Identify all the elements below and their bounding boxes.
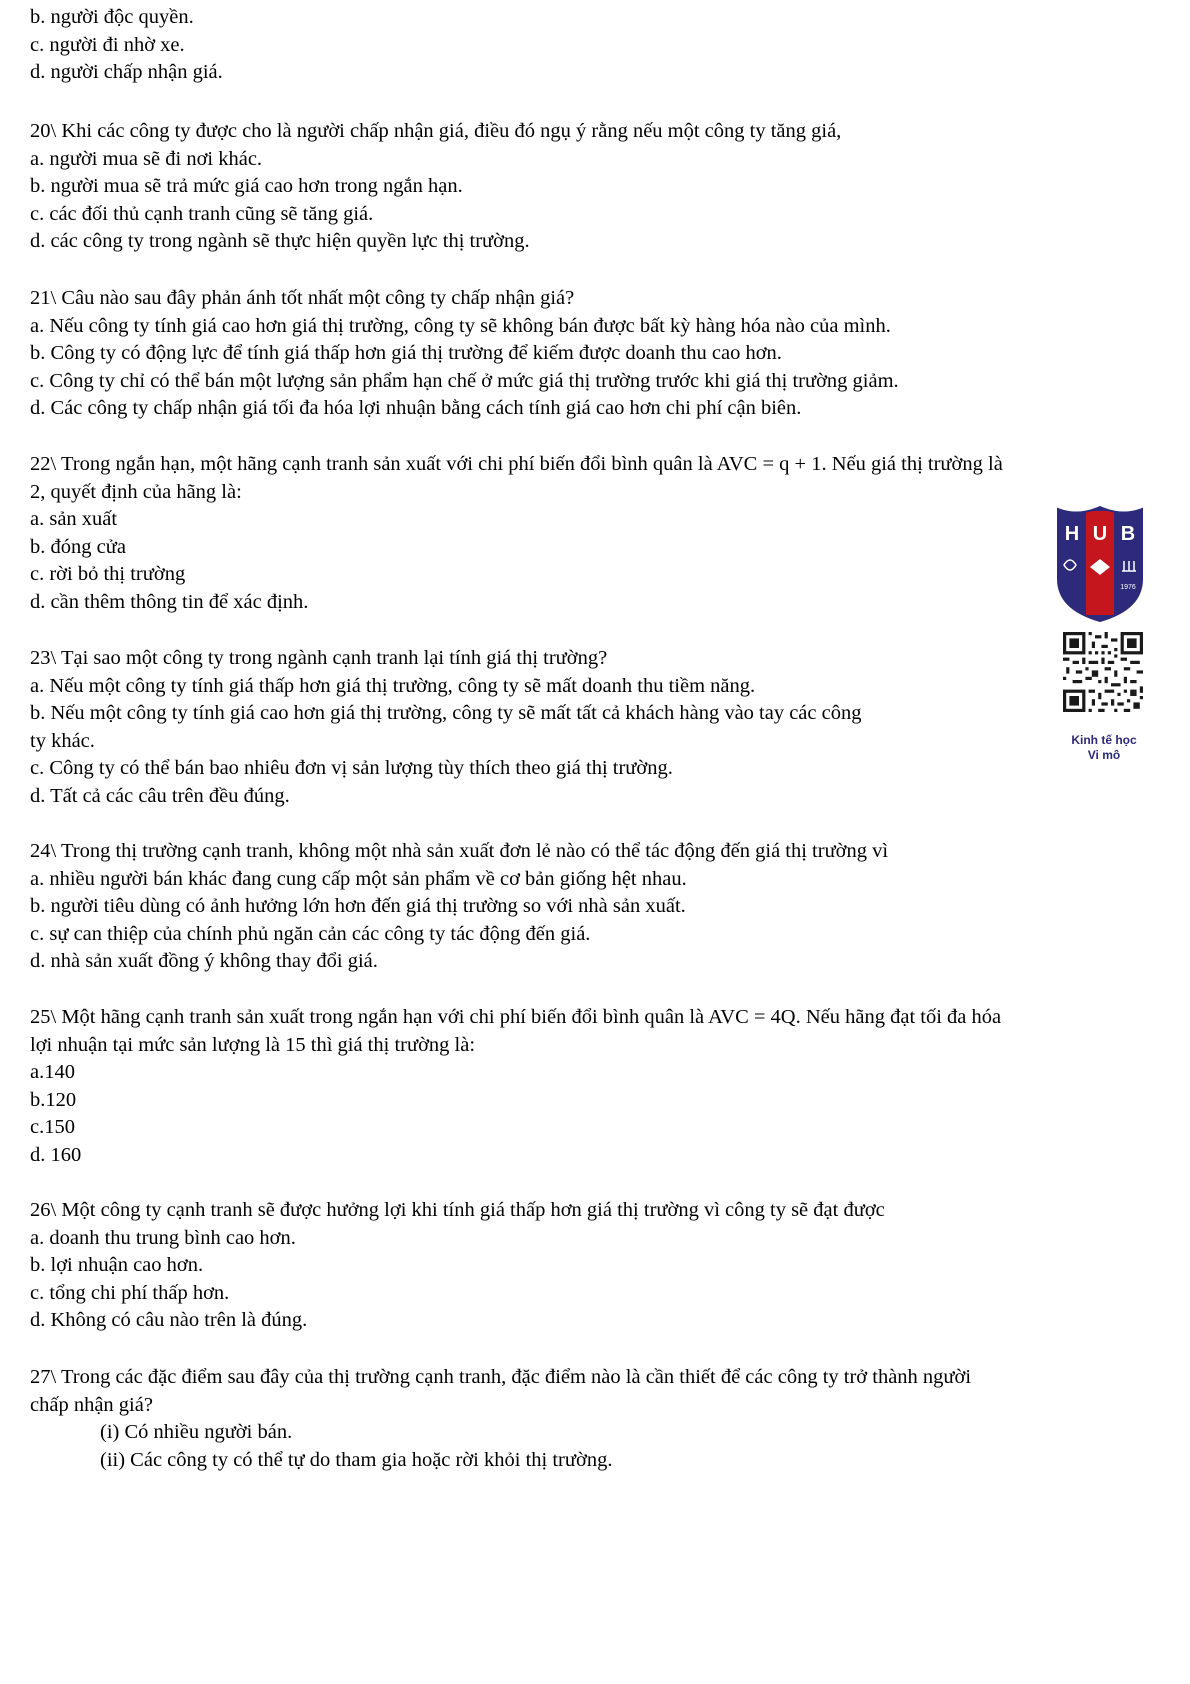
question-stem: 20\ Khi các công ty được cho là người chấp nhận giá, điều đó ngụ ý rằng nếu một công ty tăng giá,: [30, 120, 842, 142]
option-line: b.120: [30, 1088, 77, 1111]
question-26: [30, 1197, 1180, 1335]
option-line: d. các công ty trong ngành sẽ thực hiện quyền lực thị trường.: [30, 230, 530, 253]
option-line: b. người tiêu dùng có ảnh hưởng lớn hơn đến giá thị trường so với nhà sản xuất.: [30, 895, 686, 918]
badge-letter: B: [1120, 523, 1136, 545]
option-line: c. Công ty có thể bán bao nhiêu đơn vị sản lượng tùy thích theo giá thị trường.: [30, 757, 673, 780]
question-24: [30, 838, 1180, 976]
option-line: d. nhà sản xuất đồng ý không thay đổi giá.: [30, 950, 378, 973]
question-21: [30, 285, 1180, 423]
qr-caption-line: Vi mô: [1087, 748, 1121, 762]
option-line: a. doanh thu trung bình cao hơn.: [30, 1226, 296, 1249]
option-line: d. Không có câu nào trên là đúng.: [30, 1309, 308, 1332]
option-line: a. người mua sẽ đi nơi khác.: [30, 147, 263, 170]
option-line: b. đóng cửa: [30, 535, 126, 558]
q19-options: [30, 4, 1180, 87]
option-line: c. sự can thiệp của chính phủ ngăn cản các công ty tác động đến giá.: [30, 922, 591, 945]
option-line: b. người mua sẽ trả mức giá cao hơn trong ngắn hạn.: [30, 175, 463, 198]
qr-code-icon: [1063, 632, 1143, 712]
question-stem-line: lợi nhuận tại mức sản lượng là 15 thì giá thị trường là:: [30, 1033, 476, 1056]
option-line: a. Nếu một công ty tính giá thấp hơn giá thị trường, công ty sẽ mất doanh thu tiềm năng.: [30, 674, 756, 697]
option-line: c. rời bỏ thị trường: [30, 563, 186, 586]
question-stem-line: 2, quyết định của hãng là:: [30, 480, 242, 503]
question-stem: 24\ Trong thị trường cạnh tranh, không một nhà sản xuất đơn lẻ nào có thể tác động đến giá thị trường vì: [30, 840, 889, 862]
hub-shield-icon: [1056, 505, 1144, 623]
question-20: [30, 118, 1180, 256]
option-line: d. Các công ty chấp nhận giá tối đa hóa lợi nhuận bằng cách tính giá cao hơn chi phí cận biên.: [30, 397, 802, 420]
option-line: (ii) Các công ty có thể tự do tham gia hoặc rời khỏi thị trường.: [100, 1448, 613, 1471]
question-stem: 23\ Tại sao một công ty trong ngành cạnh tranh lại tính giá thị trường?: [30, 647, 608, 669]
option-line: a.140: [30, 1061, 75, 1084]
question-25: [30, 1004, 1180, 1170]
option-line: ty khác.: [30, 729, 95, 752]
option-line: c. các đối thủ cạnh tranh cũng sẽ tăng giá.: [30, 202, 374, 225]
question-stem-line: 25\ Một hãng cạnh tranh sản xuất trong ngắn hạn với chi phí biến đổi bình quân là AVC = 4Q. Nếu hãng đạt tối đa hóa: [30, 1006, 1002, 1028]
option-line: b. lợi nhuận cao hơn.: [30, 1254, 204, 1277]
question-22: [30, 451, 1180, 617]
qr-caption: [1050, 733, 1158, 763]
badge-letter: H: [1064, 523, 1080, 545]
option-line: d. cần thêm thông tin để xác định.: [30, 590, 309, 613]
option-line: b. người độc quyền.: [30, 6, 194, 28]
option-line: a. sản xuất: [30, 508, 118, 531]
option-line: a. Nếu công ty tính giá cao hơn giá thị trường, công ty sẽ không bán được bất kỳ hàng hóa nào của mình.: [30, 314, 891, 337]
hub-logo: [1056, 505, 1144, 623]
badge-letter: U: [1092, 523, 1108, 545]
option-line: b. Nếu một công ty tính giá cao hơn giá thị trường, công ty sẽ mất tất cả khách hàng vào tay các công: [30, 702, 862, 725]
qr-caption-line: Kinh tế học: [1071, 733, 1137, 747]
option-line: a. nhiều người bán khác đang cung cấp một sản phẩm về cơ bản giống hệt nhau.: [30, 867, 687, 890]
question-stem: 26\ Một công ty cạnh tranh sẽ được hưởng lợi khi tính giá thấp hơn giá thị trường vì công ty sẽ đạt được: [30, 1199, 885, 1221]
option-line: d. người chấp nhận giá.: [30, 61, 223, 84]
badge-year: 1976: [1120, 584, 1136, 591]
option-line: c.150: [30, 1116, 75, 1139]
question-stem-line: 22\ Trong ngắn hạn, một hãng cạnh tranh sản xuất với chi phí biến đổi bình quân là AVC = q + 1. Nếu giá thị trường là: [30, 453, 1003, 475]
option-line: b. Công ty có động lực để tính giá thấp hơn giá thị trường để kiếm được doanh thu cao hơn.: [30, 342, 782, 365]
question-27: [30, 1364, 1180, 1474]
question-stem: 21\ Câu nào sau đây phản ánh tốt nhất một công ty chấp nhận giá?: [30, 287, 575, 309]
option-line: c. người đi nhờ xe.: [30, 33, 185, 56]
question-stem-line: 27\ Trong các đặc điểm sau đây của thị trường cạnh tranh, đặc điểm nào là cần thiết để các công ty trở thành người: [30, 1366, 972, 1388]
question-23: [30, 645, 1180, 811]
option-line: c. Công ty chỉ có thể bán một lượng sản phẩm hạn chế ở mức giá thị trường trước khi giá thị trường giảm.: [30, 369, 899, 392]
option-line: d. Tất cả các câu trên đều đúng.: [30, 784, 290, 807]
option-line: d. 160: [30, 1143, 82, 1166]
option-line: c. tổng chi phí thấp hơn.: [30, 1281, 230, 1304]
option-line: (i) Có nhiều người bán.: [100, 1421, 293, 1444]
question-stem-line: chấp nhận giá?: [30, 1393, 153, 1416]
